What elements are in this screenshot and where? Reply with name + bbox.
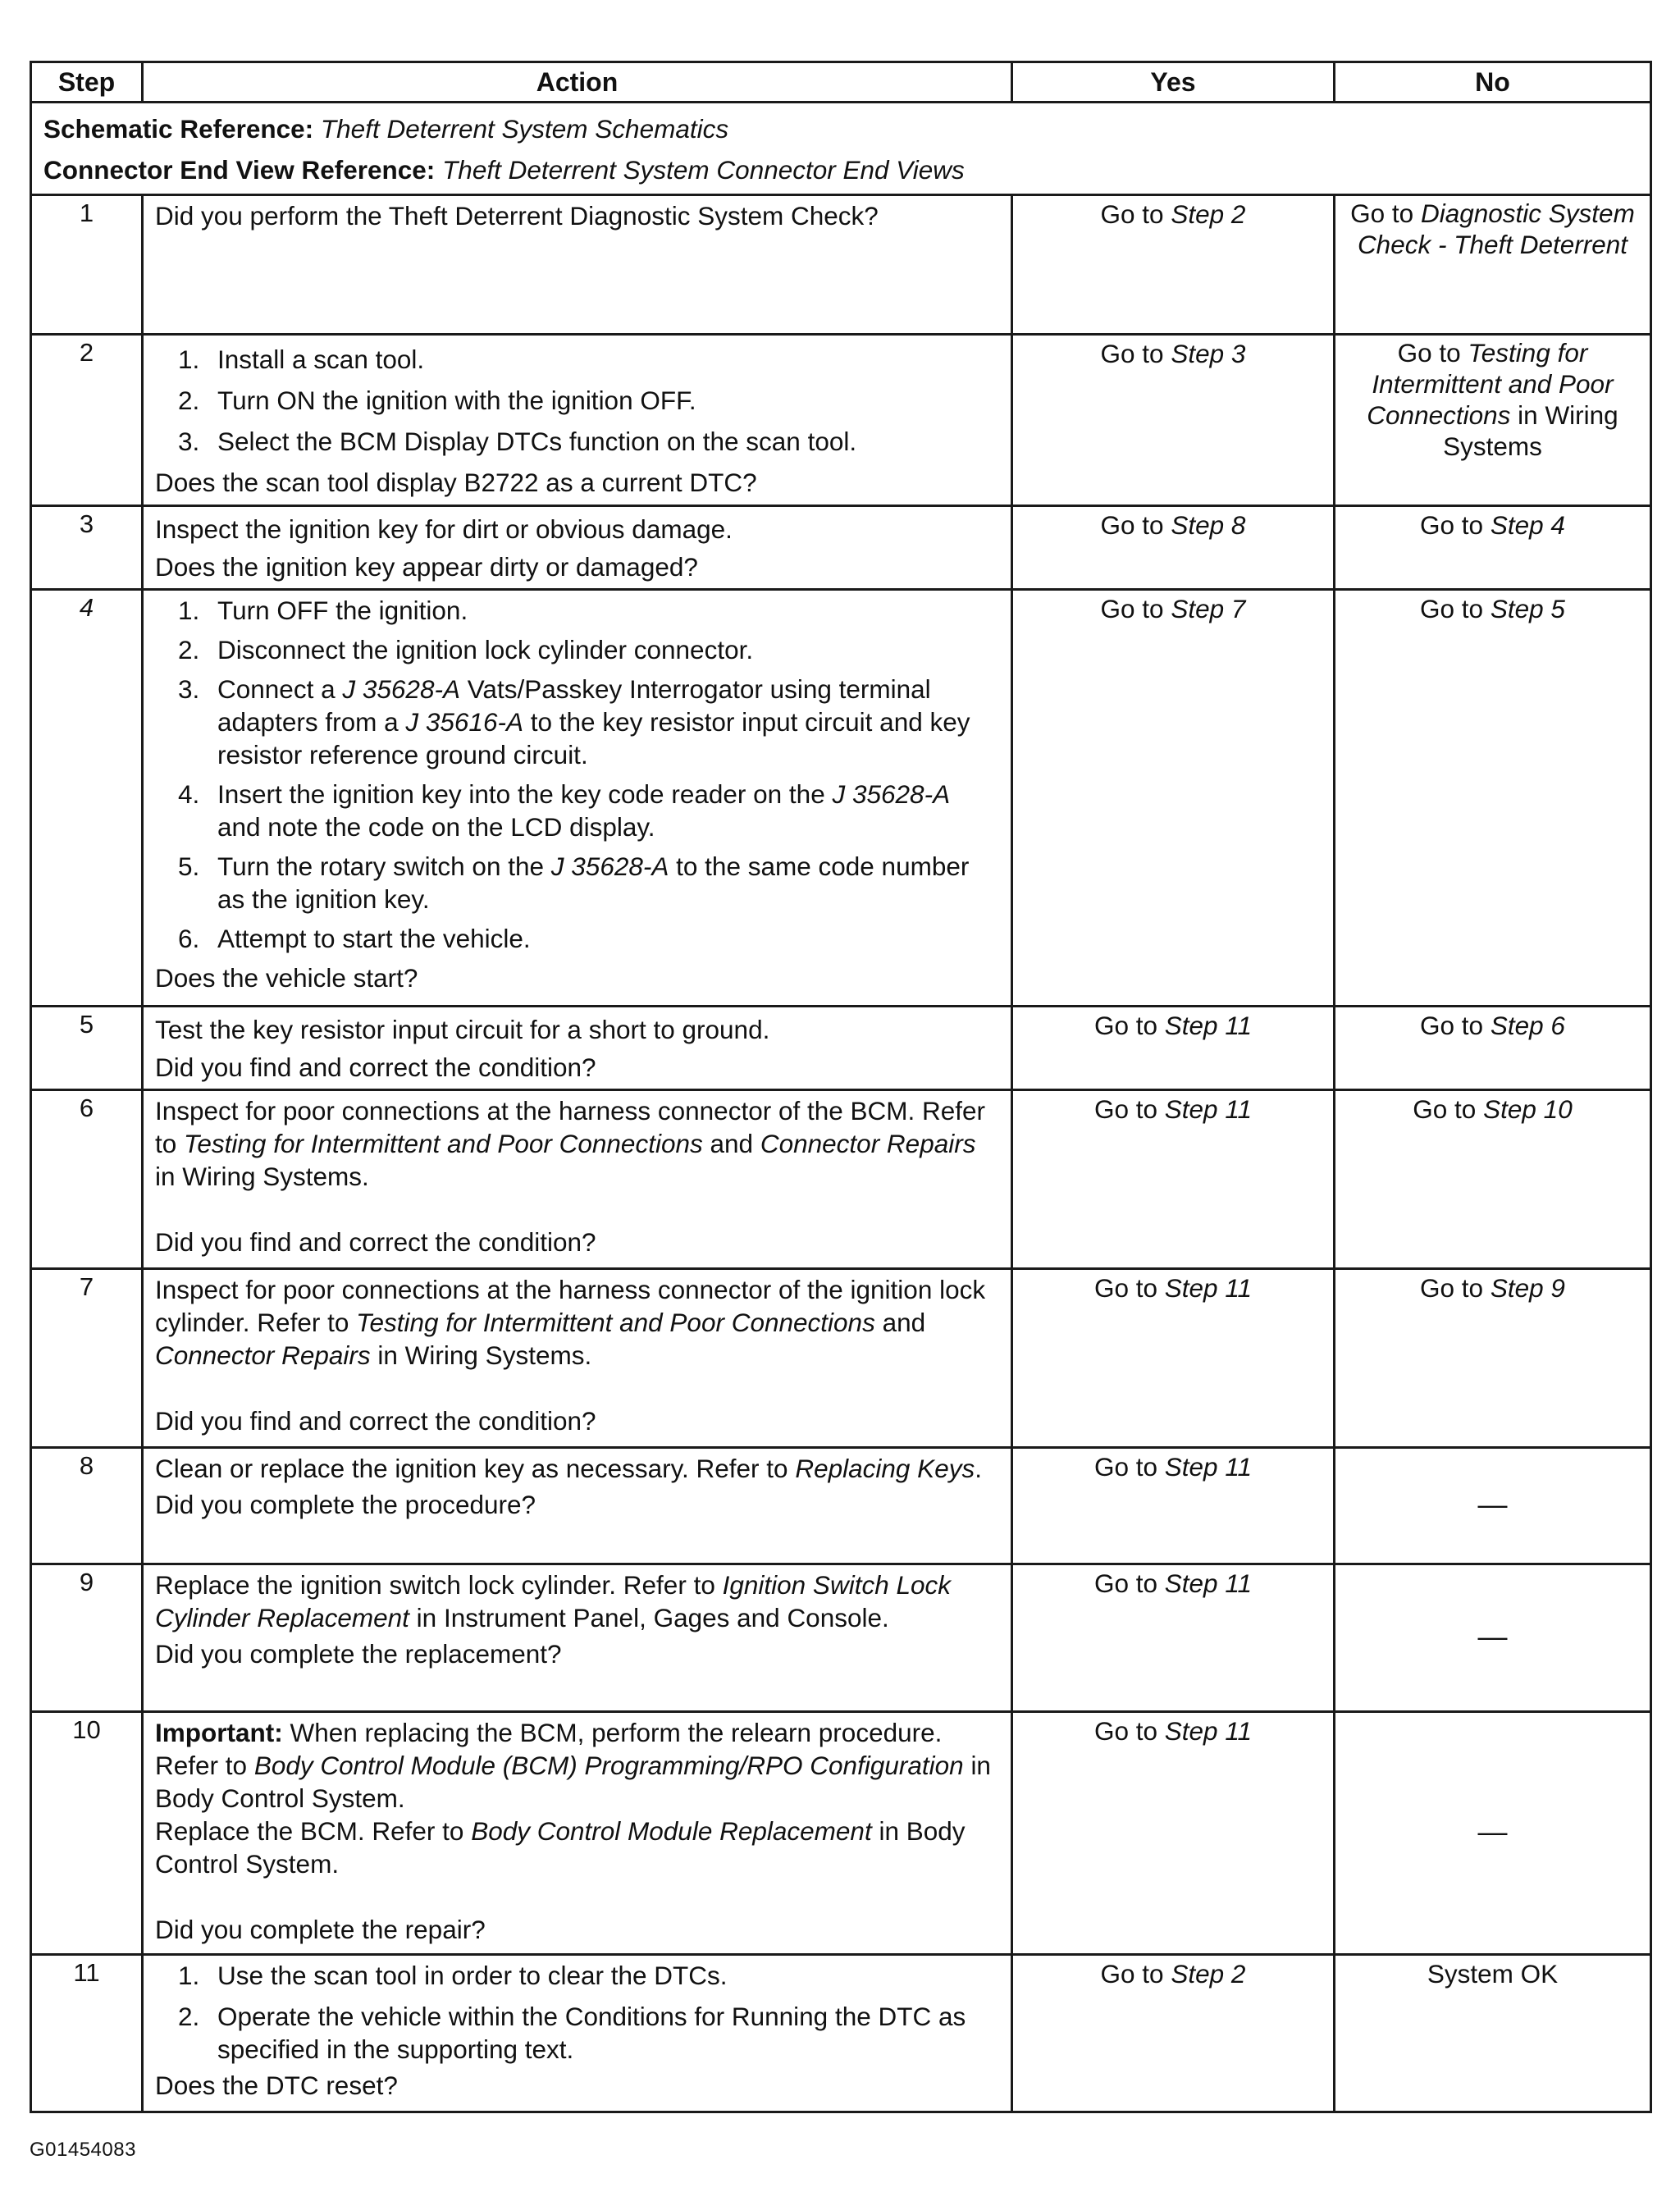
action-text: Inspect the ignition key for dirt or obvious damage.	[155, 514, 733, 544]
important-label: Important:	[155, 1718, 283, 1747]
table-header-row	[31, 62, 1651, 103]
goto-text: Go to	[1420, 594, 1484, 623]
action-question: Did you find and correct the condition?	[155, 1406, 596, 1436]
action-text: Inspect for poor connections at the harness connector of the ignition lock cylinder. Refer to Testing for Intermittent and Poor Connections and Connector Repairs in Wiring Systems.	[155, 1275, 986, 1370]
goto-text: Go to	[1397, 338, 1461, 368]
no-reference-suffix: in Wiring Systems	[1443, 400, 1618, 461]
yes-step-number: 2	[1230, 1959, 1246, 1989]
no-cell	[1335, 1090, 1651, 1269]
action-text: Replace the BCM. Refer to Body Control Module Replacement in Body Control System.	[155, 1816, 966, 1879]
section-reference: Body Control Module (BCM) Programming/RPO Configuration	[253, 1751, 964, 1780]
goto-text: Go to	[1100, 339, 1164, 368]
references-row	[31, 103, 1651, 195]
action-text: Replace the ignition switch lock cylinder. Refer to Ignition Switch Lock Cylinder Replacement in Instrument Panel, Gages and Console.	[155, 1570, 952, 1632]
important-note: Important: When replacing the BCM, perform the relearn procedure. Refer to Body Control Module (BCM) Programming/RPO Configuration in Body Control System.	[155, 1718, 991, 1813]
no-cell	[1335, 1564, 1651, 1712]
schematic-reference-value: Theft Deterrent System Schematics	[320, 114, 729, 144]
table-row	[31, 195, 1651, 335]
goto-text: Go to	[1093, 1273, 1157, 1303]
goto-text: Go to	[1350, 199, 1414, 228]
action-cell	[143, 335, 1012, 506]
step-number: 5	[31, 1007, 143, 1090]
step-word: Step	[1171, 339, 1225, 368]
yes-cell	[1012, 1090, 1335, 1269]
step-number: 4	[31, 590, 143, 1007]
yes-step-number: 11	[1225, 1011, 1253, 1040]
tool-reference: J 35628-A	[550, 852, 669, 881]
goto-text: Go to	[1100, 594, 1164, 623]
step-word: Step	[1171, 594, 1225, 623]
step-number: 2	[31, 335, 143, 506]
no-dash: —	[1477, 1487, 1508, 1521]
action-steps-list	[155, 594, 999, 955]
action-cell	[143, 1712, 1012, 1955]
goto-text: Go to	[1420, 1011, 1484, 1040]
table-row	[31, 1712, 1651, 1955]
section-reference: Replacing Keys	[795, 1454, 975, 1483]
connector-reference-value: Theft Deterrent System Connector End Views	[442, 155, 965, 185]
step-number: 1	[31, 195, 143, 335]
header-action: Action	[143, 62, 1012, 103]
action-text: Test the key resistor input circuit for a short to ground.	[155, 1015, 770, 1044]
goto-text: Go to	[1093, 1452, 1157, 1482]
table-row	[31, 1090, 1651, 1269]
figure-id: G01454083	[30, 2139, 136, 2161]
step-number: 6	[31, 1090, 143, 1269]
list-item: 5. Turn the rotary switch on the J 35628-A to the same code number as the ignition key.	[178, 852, 970, 914]
step-number: 8	[31, 1448, 143, 1564]
yes-step-number: 3	[1230, 339, 1246, 368]
no-reference: Testing for Intermittent and Poor Connections	[1367, 338, 1614, 430]
step-word: Step	[1164, 1452, 1218, 1482]
header-yes: Yes	[1012, 62, 1335, 103]
action-question: Does the ignition key appear dirty or damaged?	[155, 552, 698, 582]
action-question: Did you complete the procedure?	[155, 1490, 536, 1519]
goto-text: Go to	[1100, 1959, 1164, 1989]
yes-step-number: 11	[1225, 1716, 1253, 1746]
list-item: 2. Disconnect the ignition lock cylinder connector.	[178, 635, 754, 664]
yes-cell	[1012, 590, 1335, 1007]
action-question: Did you complete the replacement?	[155, 1639, 562, 1669]
action-question: Did you complete the repair?	[155, 1915, 486, 1944]
no-cell	[1335, 1712, 1651, 1955]
connector-reference	[43, 149, 1638, 190]
action-steps-list	[155, 1959, 999, 2066]
goto-text: Go to	[1100, 199, 1164, 229]
yes-step-number: 8	[1230, 510, 1246, 540]
no-dash: —	[1477, 1619, 1508, 1653]
no-step-number: 5	[1550, 594, 1565, 623]
no-cell	[1335, 1448, 1651, 1564]
connector-reference-label: Connector End View Reference:	[43, 155, 436, 185]
step-number: 7	[31, 1269, 143, 1448]
list-item: 1. Install a scan tool.	[178, 345, 425, 374]
goto-text: Go to	[1093, 1011, 1157, 1040]
section-reference: Body Control Module Replacement	[471, 1816, 872, 1846]
action-question: Did you perform the Theft Deterrent Diagnostic System Check?	[155, 201, 879, 231]
goto-text: Go to	[1420, 510, 1484, 540]
tool-reference: J 35628-A	[832, 779, 951, 809]
step-word: Step	[1164, 1094, 1218, 1124]
action-question: Did you find and correct the condition?	[155, 1227, 596, 1257]
no-cell	[1335, 1269, 1651, 1448]
step-number: 3	[31, 506, 143, 590]
step-word: Step	[1164, 1716, 1218, 1746]
no-cell	[1335, 195, 1651, 335]
diagnostic-table-page	[30, 61, 1650, 2113]
step-word: Step	[1164, 1273, 1218, 1303]
goto-text: Go to	[1093, 1568, 1157, 1598]
goto-text: Go to	[1413, 1094, 1477, 1124]
step-number: 9	[31, 1564, 143, 1712]
table-row	[31, 590, 1651, 1007]
yes-cell	[1012, 1007, 1335, 1090]
no-cell	[1335, 590, 1651, 1007]
goto-text: Go to	[1100, 510, 1164, 540]
section-reference: Ignition Switch Lock Cylinder Replacement	[155, 1570, 952, 1632]
yes-cell	[1012, 335, 1335, 506]
yes-step-number: 11	[1225, 1568, 1253, 1598]
step-word: Step	[1490, 1273, 1544, 1303]
yes-step-number: 11	[1225, 1094, 1253, 1124]
step-word: Step	[1171, 199, 1225, 229]
action-question: Does the scan tool display B2722 as a current DTC?	[155, 468, 757, 497]
action-cell	[143, 590, 1012, 1007]
step-word: Step	[1164, 1568, 1218, 1598]
action-cell	[143, 1564, 1012, 1712]
section-reference: Testing for Intermittent and Poor Connections	[356, 1308, 875, 1337]
step-word: Step	[1171, 510, 1225, 540]
yes-step-number: 7	[1230, 594, 1246, 623]
table-row	[31, 1448, 1651, 1564]
action-steps-list	[155, 339, 999, 462]
section-reference: Testing for Intermittent and Poor Connections	[184, 1129, 703, 1158]
table-row	[31, 1564, 1651, 1712]
table-row	[31, 1955, 1651, 2112]
no-cell	[1335, 506, 1651, 590]
table-row	[31, 335, 1651, 506]
yes-cell	[1012, 506, 1335, 590]
yes-cell	[1012, 195, 1335, 335]
action-cell	[143, 1448, 1012, 1564]
references-cell	[31, 103, 1651, 195]
step-number: 10	[31, 1712, 143, 1955]
no-step-number: 10	[1543, 1094, 1573, 1124]
list-item: 4. Insert the ignition key into the key code reader on the J 35628-A and note the code on the LCD display.	[178, 779, 951, 842]
step-word: Step	[1164, 1011, 1218, 1040]
action-cell	[143, 506, 1012, 590]
action-text: Inspect for poor connections at the harness connector of the BCM. Refer to Testing for Intermittent and Poor Connections and Connector Repairs in Wiring Systems.	[155, 1096, 986, 1191]
schematic-reference-label: Schematic Reference:	[43, 114, 314, 144]
no-cell	[1335, 1007, 1651, 1090]
action-question: Does the vehicle start?	[155, 963, 418, 993]
section-reference: Connector Repairs	[760, 1129, 976, 1158]
step-word: Step	[1171, 1959, 1225, 1989]
step-word: Step	[1490, 1011, 1544, 1040]
action-cell	[143, 195, 1012, 335]
yes-step-number: 11	[1225, 1273, 1253, 1303]
list-item: 3. Connect a J 35628-A Vats/Passkey Interrogator using terminal adapters from a J 35616-A to the key resistor input circuit and key resistor reference ground circuit.	[178, 674, 970, 769]
schematic-reference	[43, 108, 1638, 149]
header-step: Step	[31, 62, 143, 103]
step-word: Step	[1490, 510, 1544, 540]
yes-step-number: 2	[1230, 199, 1246, 229]
action-cell	[143, 1090, 1012, 1269]
action-question: Did you find and correct the condition?	[155, 1052, 596, 1082]
goto-text: Go to	[1420, 1273, 1484, 1303]
yes-cell	[1012, 1955, 1335, 2112]
no-step-number: 9	[1550, 1273, 1565, 1303]
yes-cell	[1012, 1564, 1335, 1712]
step-word: Step	[1490, 594, 1544, 623]
yes-cell	[1012, 1712, 1335, 1955]
no-step-number: 4	[1550, 510, 1565, 540]
action-cell	[143, 1955, 1012, 2112]
dtc-diagnostic-table	[30, 61, 1652, 2113]
table-row	[31, 1007, 1651, 1090]
no-cell	[1335, 335, 1651, 506]
header-no: No	[1335, 62, 1651, 103]
goto-text: Go to	[1093, 1094, 1157, 1124]
yes-cell	[1012, 1448, 1335, 1564]
yes-cell	[1012, 1269, 1335, 1448]
list-item: 1. Use the scan tool in order to clear the DTCs.	[178, 1961, 728, 1990]
list-item: 2. Operate the vehicle within the Conditions for Running the DTC as specified in the supporting text.	[178, 2002, 966, 2064]
no-reference: Diagnostic System Check - Theft Deterrent	[1357, 199, 1635, 259]
action-text: Clean or replace the ignition key as necessary. Refer to Replacing Keys.	[155, 1454, 982, 1483]
no-result: System OK	[1427, 1959, 1559, 1989]
step-number: 11	[31, 1955, 143, 2112]
list-item: 3. Select the BCM Display DTCs function on the scan tool.	[178, 427, 857, 456]
tool-reference: J 35616-A	[405, 707, 523, 737]
action-question: Does the DTC reset?	[155, 2071, 398, 2100]
table-row	[31, 1269, 1651, 1448]
yes-step-number: 11	[1225, 1452, 1253, 1482]
step-word: Step	[1483, 1094, 1536, 1124]
table-row	[31, 506, 1651, 590]
list-item: 6. Attempt to start the vehicle.	[178, 924, 531, 953]
no-cell	[1335, 1955, 1651, 2112]
section-reference: Connector Repairs	[155, 1340, 371, 1370]
no-dash: —	[1477, 1815, 1508, 1848]
no-step-number: 6	[1550, 1011, 1565, 1040]
goto-text: Go to	[1093, 1716, 1157, 1746]
action-cell	[143, 1007, 1012, 1090]
action-cell	[143, 1269, 1012, 1448]
list-item: 2. Turn ON the ignition with the ignition OFF.	[178, 386, 696, 415]
tool-reference: J 35628-A	[342, 674, 460, 704]
list-item: 1. Turn OFF the ignition.	[178, 596, 468, 625]
